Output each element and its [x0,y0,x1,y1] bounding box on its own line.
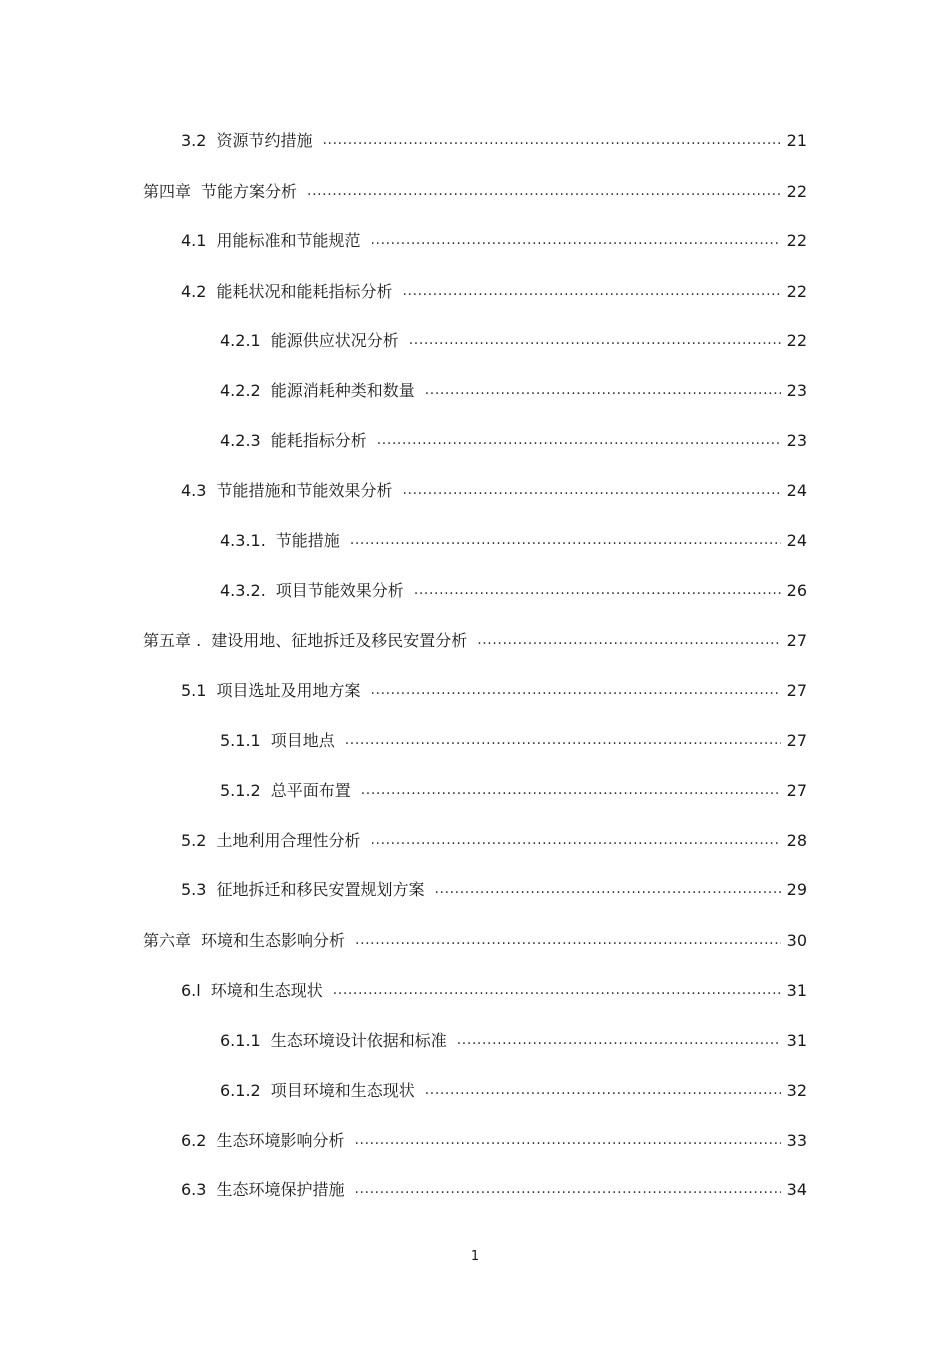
toc-entry-number: 5.1.2 [220,781,261,800]
toc-entry-title: 能源供应状况分析 [270,331,399,350]
toc-entry-number: 4.2 [181,282,207,301]
toc-entry-number: 5.1.1 [220,731,261,750]
toc-leader-dots [409,331,781,351]
toc-entry-page: 30 [786,931,807,950]
toc-entry-page: 27 [786,731,807,750]
toc-entry-number: 4.2.3 [220,431,261,450]
toc-entry-page: 24 [786,531,807,550]
toc-entry-page: 22 [786,231,807,250]
toc-entry-page: 21 [786,131,807,150]
toc-leader-dots [322,131,781,151]
toc-leader-dots [370,831,781,851]
toc-entry-title: 征地拆迁和移民安置规划方案 [216,880,425,899]
toc-entry-title: 环境和生态影响分析 [201,931,346,950]
toc-entry[interactable] [220,729,807,751]
toc-leader-dots [377,431,781,451]
toc-entry[interactable] [181,1129,807,1151]
toc-entry-number: 5.3 [181,880,207,899]
toc-entry-page: 22 [786,282,807,301]
toc-entry-title: 环境和生态现状 [210,981,323,1000]
toc-leader-dots [333,981,781,1001]
toc-leader-dots [370,681,781,701]
toc-entry[interactable] [220,779,807,801]
toc-entry-title: 总平面布置 [270,781,351,800]
toc-entry-number: 4.1 [181,231,207,250]
toc-leader-dots [350,531,781,551]
toc-entry[interactable] [181,280,807,302]
page-number: 1 [470,1249,480,1264]
toc-entry-number: 第五章 . [143,631,202,650]
toc-entry-page: 33 [786,1131,807,1150]
toc-leader-dots [307,182,781,202]
toc-entry[interactable] [220,329,807,351]
toc-entry-number: 4.3.1. [220,531,266,550]
toc-entry-page: 29 [786,880,807,899]
toc-entry-title: 项目地点 [270,731,335,750]
toc-entry[interactable] [181,979,807,1001]
toc-leader-dots [477,631,781,651]
toc-entry-page: 31 [786,981,807,1000]
toc-entry-page: 22 [786,331,807,350]
toc-entry-number: 6.3 [181,1180,207,1199]
toc-entry-title: 节能措施 [275,531,340,550]
toc-entry-number: 6.l [181,981,201,1000]
toc-entry[interactable] [220,429,807,451]
toc-leader-dots [402,481,781,501]
toc-entry-title: 能耗指标分析 [270,431,367,450]
toc-entry-number: 第四章 [143,182,192,201]
toc-entry-number: 6.1.2 [220,1081,261,1100]
toc-entry-number: 6.1.1 [220,1031,261,1050]
toc-entry-number: 4.3.2. [220,581,266,600]
toc-entry[interactable] [220,1029,807,1051]
toc-entry-page: 24 [786,481,807,500]
toc-entry-title: 节能方案分析 [201,182,298,201]
toc-entry-title: 资源节约措施 [216,131,313,150]
toc-leader-dots [425,381,781,401]
toc-entry-number: 4.2.1 [220,331,261,350]
toc-leader-dots [434,880,781,900]
toc-entry-number: 4.2.2 [220,381,261,400]
toc-entry-page: 31 [786,1031,807,1050]
toc-entry-title: 项目环境和生态现状 [270,1081,415,1100]
toc-entry-page: 34 [786,1180,807,1199]
toc-leader-dots [354,1131,781,1151]
toc-entry[interactable] [220,1079,807,1101]
toc-entry-title: 项目选址及用地方案 [216,681,361,700]
toc-entry-page: 27 [786,781,807,800]
toc-entry-title: 节能措施和节能效果分析 [216,481,393,500]
toc-entry[interactable] [181,479,807,501]
toc-entry-page: 26 [786,581,807,600]
toc-leader-dots [457,1031,781,1051]
toc-entry[interactable] [181,829,807,851]
toc-entry-title: 生态环境保护措施 [216,1180,345,1199]
toc-entry-title: 能源消耗种类和数量 [270,381,415,400]
toc-entry-page: 22 [786,182,807,201]
toc-entry-title: 建设用地、征地拆迁及移民安置分析 [211,631,468,650]
toc-leader-dots [345,731,781,751]
toc-entry-title: 用能标准和节能规范 [216,231,361,250]
toc-entry-number: 5.1 [181,681,207,700]
toc-entry[interactable] [220,579,807,601]
toc-entry-title: 生态环境影响分析 [216,1131,345,1150]
toc-leader-dots [354,1180,781,1200]
toc-entry[interactable] [181,129,807,151]
toc-entry-page: 27 [786,631,807,650]
toc-entry-number: 6.2 [181,1131,207,1150]
toc-entry[interactable] [220,529,807,551]
toc-leader-dots [425,1081,781,1101]
toc-entry-title: 土地利用合理性分析 [216,831,361,850]
toc-leader-dots [414,581,781,601]
toc-entry[interactable] [181,878,807,900]
toc-leader-dots [402,282,781,302]
toc-entry[interactable] [143,180,807,202]
toc-entry-page: 28 [786,831,807,850]
toc-leader-dots [370,231,781,251]
toc-entry[interactable] [220,379,807,401]
toc-entry-page: 23 [786,381,807,400]
toc-leader-dots [361,781,781,801]
toc-entry-page: 27 [786,681,807,700]
toc-entry-page: 32 [786,1081,807,1100]
toc-entry[interactable] [181,229,807,251]
toc-leader-dots [355,931,781,951]
toc-entry-number: 第六章 [143,931,192,950]
toc-entry-title: 能耗状况和能耗指标分析 [216,282,393,301]
toc-entry[interactable] [143,929,807,951]
toc-entry-number: 4.3 [181,481,207,500]
toc-entry[interactable] [181,679,807,701]
toc-entry[interactable] [143,629,807,651]
toc-entry-page: 23 [786,431,807,450]
toc-entry[interactable] [181,1178,807,1200]
toc-entry-number: 5.2 [181,831,207,850]
toc-entry-title: 项目节能效果分析 [275,581,404,600]
toc-entry-number: 3.2 [181,131,207,150]
toc-entry-title: 生态环境设计依据和标准 [270,1031,447,1050]
